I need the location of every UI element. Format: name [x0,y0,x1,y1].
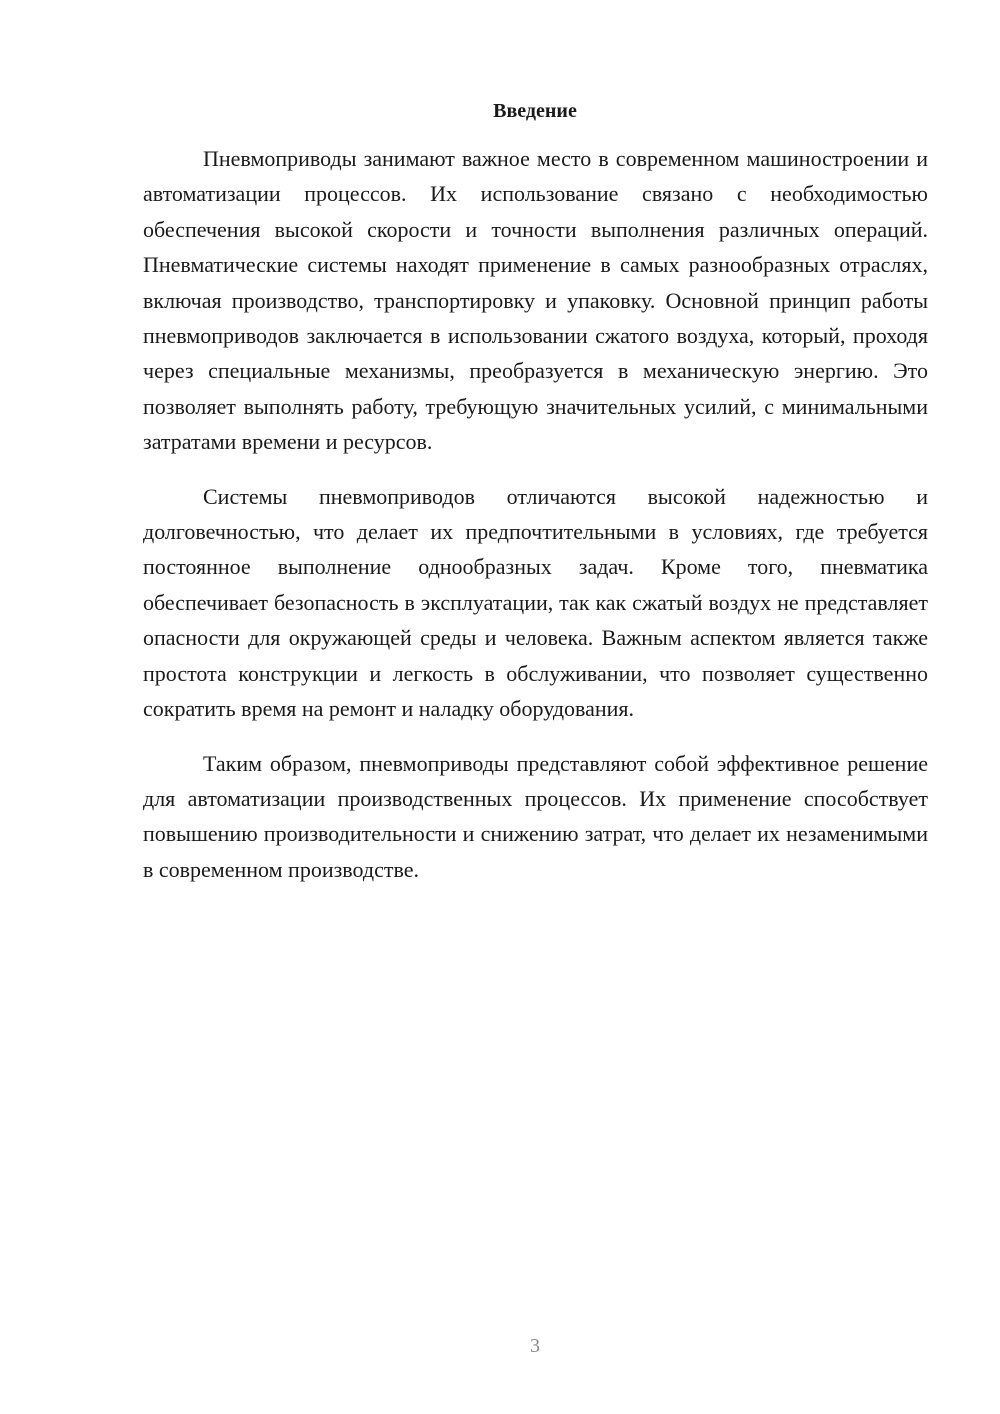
page-number: 3 [530,1335,540,1357]
paragraph-1: Пневмоприводы занимают важное место в современном машиностроении и автоматизации процессов. Их использование связано с необходимостью обеспечения высокой скорости и точности выполнения различных операций. Пневматические системы находят применение в самых разнообразных отраслях, включая производство, транспортировку и упаковку. Основной принцип работы пневмоприводов заключается в использовании сжатого воздуха, который, проходя через специальные механизмы, преобразуется в механическую энергию. Это позволяет выполнять работу, требующую значительных усилий, с минимальными затратами времени и ресурсов. [143,146,928,455]
section-heading: Введение [493,100,577,122]
paragraph-2: Системы пневмоприводов отличаются высокой надежностью и долговечностью, что делает их предпочтительными в условиях, где требуется постоянное выполнение однообразных задач. Кроме того, пневматика обеспечивает безопасность в эксплуатации, так как сжатый воздух не представляет опасности для окружающей среды и человека. Важным аспектом является также простота конструкции и легкость в обслуживании, что позволяет существенно сократить время на ремонт и наладку оборудования. [143,483,928,722]
paragraph-3: Таким образом, пневмоприводы представляют собой эффективное решение для автоматизации производственных процессов. Их применение способствует повышению производительности и снижению затрат, что делает их незаменимыми в современном производстве. [143,750,928,882]
body-text [143,141,928,906]
